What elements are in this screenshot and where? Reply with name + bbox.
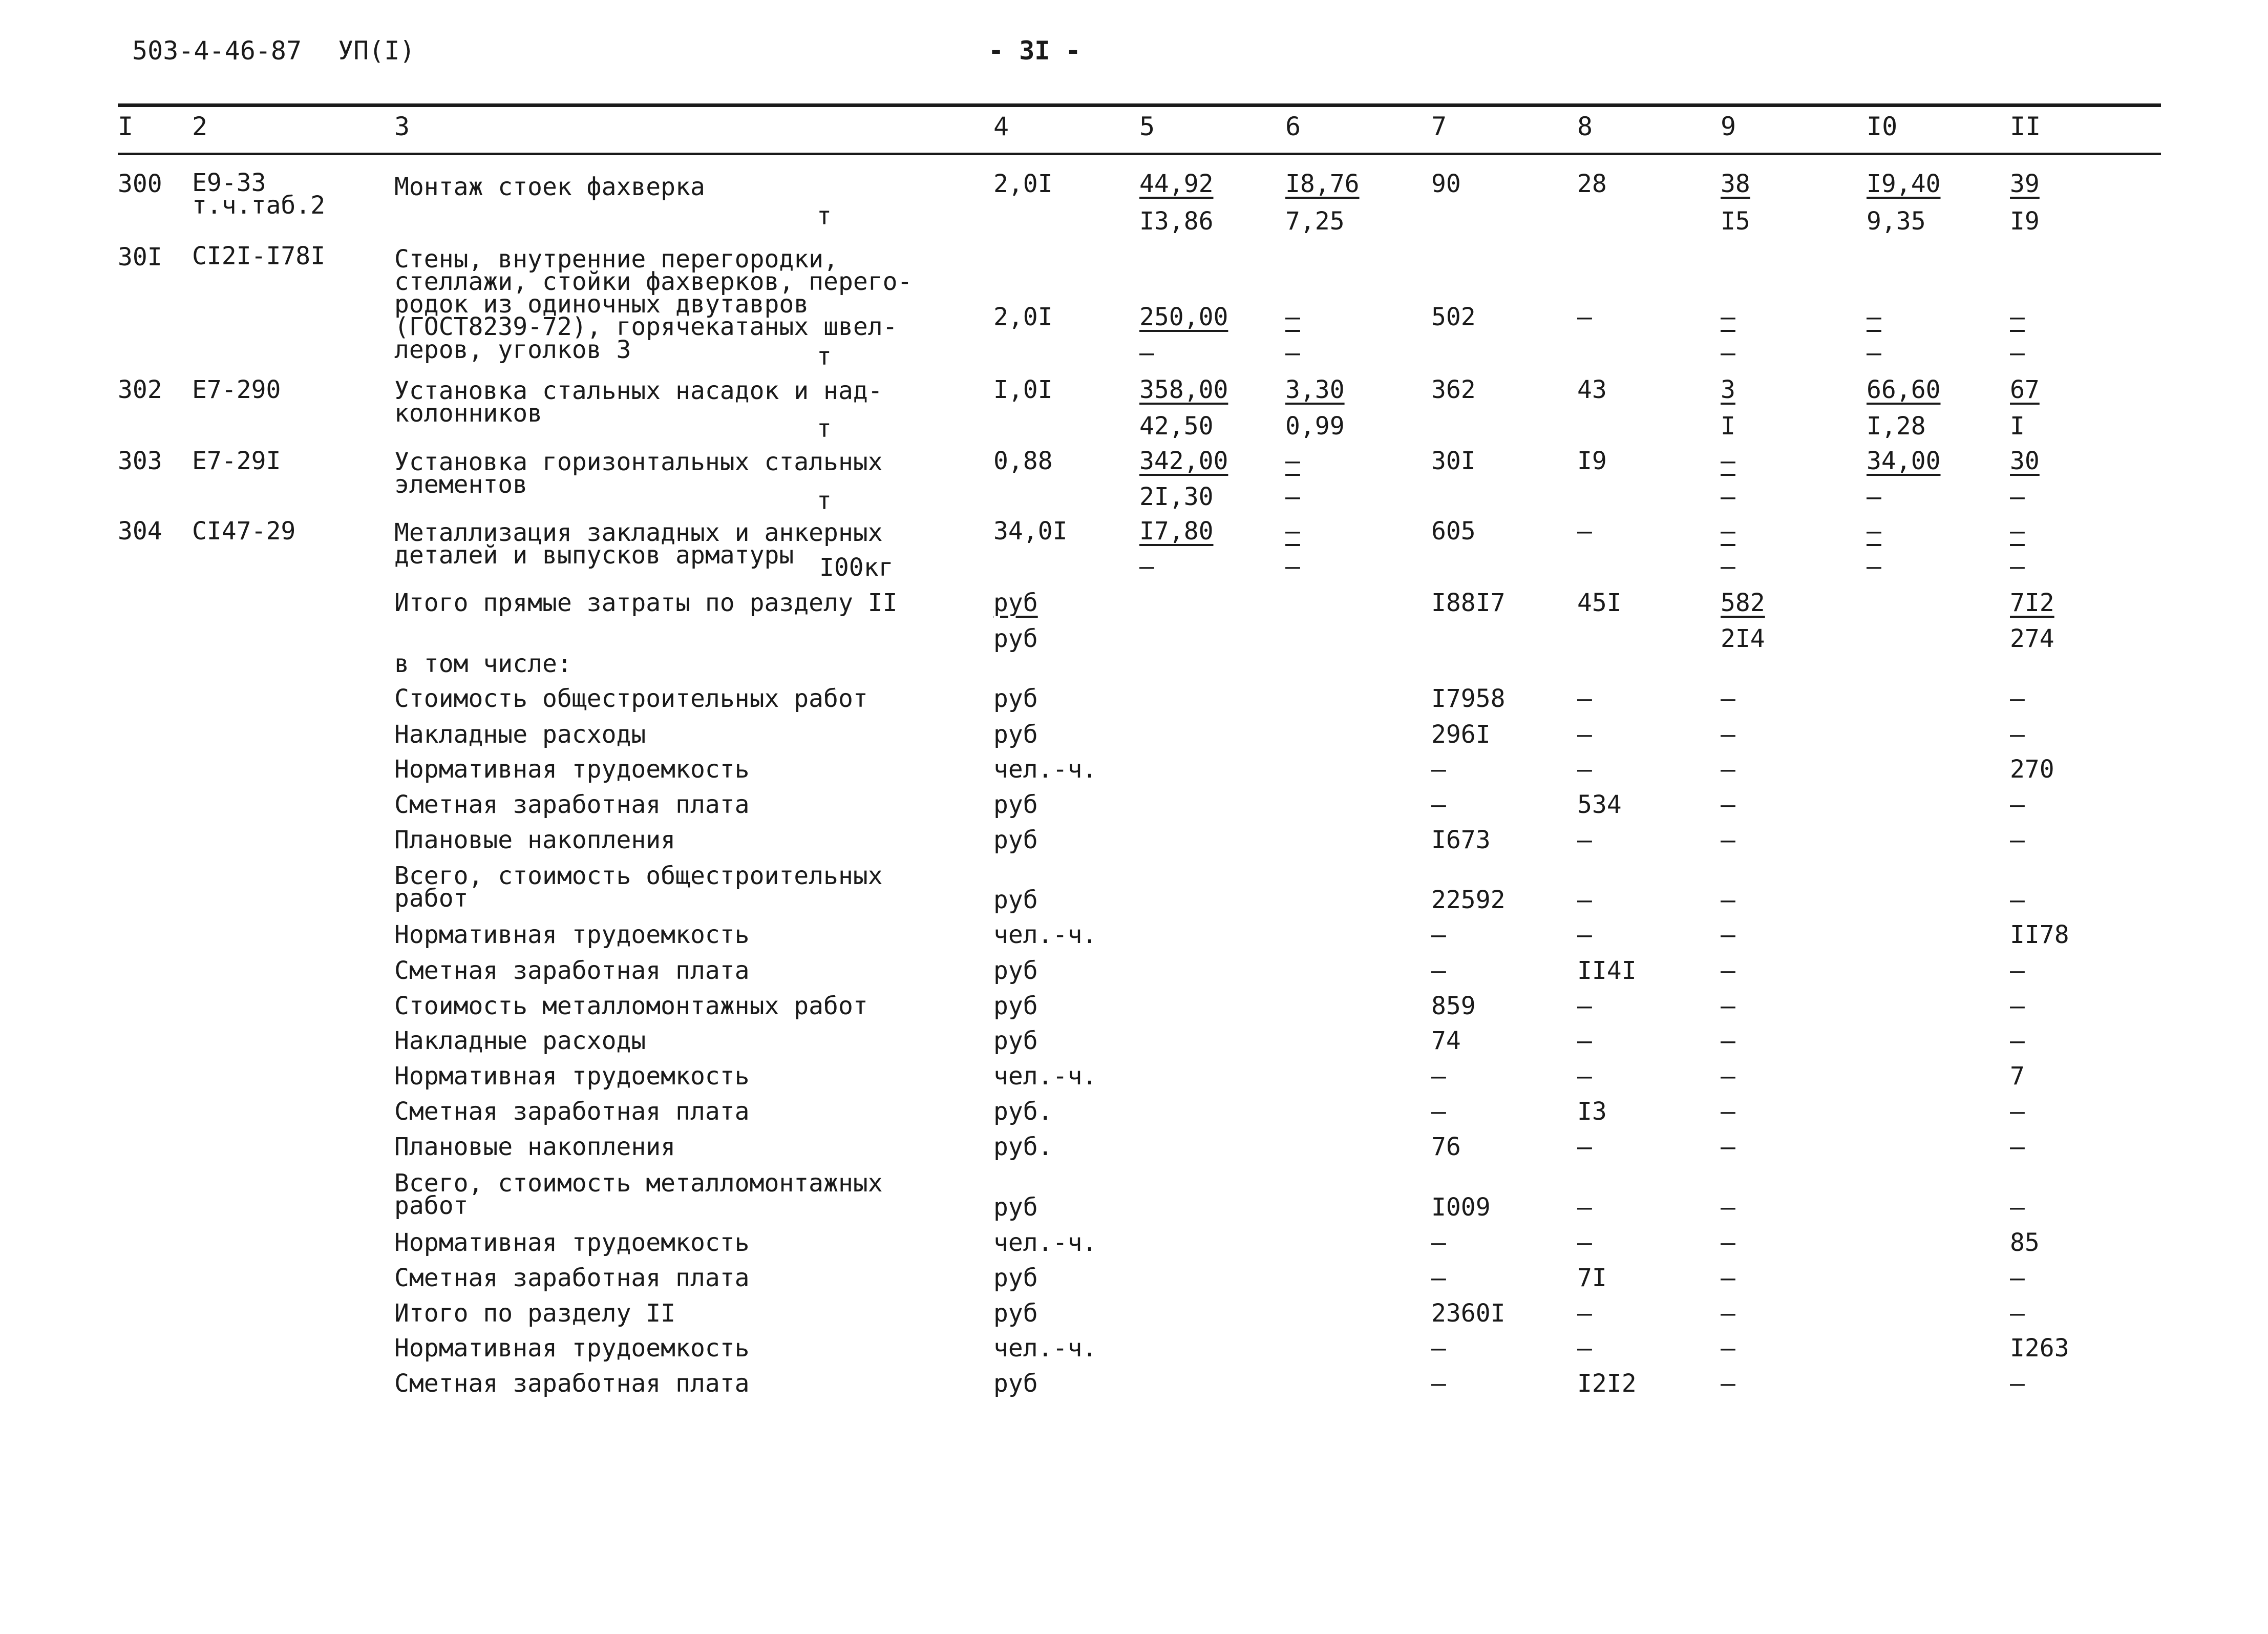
labor-cost-bottom: – xyxy=(1285,339,1300,367)
summary-label: Всего, стоимость общестроительных работ xyxy=(394,862,883,913)
quantity: 34,0I xyxy=(993,517,1068,546)
summary-col11: – xyxy=(2010,720,2025,749)
summary-col8: – xyxy=(1577,886,1592,914)
summary-col8: – xyxy=(1577,1299,1592,1328)
col11-bottom: – xyxy=(2010,483,2025,511)
labor-cost-top: – xyxy=(1285,303,1300,331)
total-direct-label: Итого прямые затраты по разделу II xyxy=(394,589,898,617)
labor-cost-top: 3,30 xyxy=(1285,375,1345,404)
summary-col8: – xyxy=(1577,1027,1592,1055)
col9-top: – xyxy=(1721,447,1735,475)
summary-col11: 7 xyxy=(2010,1062,2025,1091)
summary-col7: – xyxy=(1431,1369,1446,1398)
summary-col8: II4I xyxy=(1577,956,1637,985)
col9-bottom: – xyxy=(1721,483,1735,511)
summary-unit: руб xyxy=(993,992,1038,1020)
summary-col7: 76 xyxy=(1431,1133,1461,1161)
unit-cost-top: 358,00 xyxy=(1139,375,1228,404)
summary-col8: – xyxy=(1577,720,1592,749)
summary-col7: 859 xyxy=(1431,992,1476,1020)
summary-col7: – xyxy=(1431,1062,1446,1091)
column-number: I xyxy=(118,112,134,141)
summary-label: Сметная заработная плата xyxy=(394,1264,750,1292)
including-label: в том числе: xyxy=(394,650,572,678)
summary-col8: I3 xyxy=(1577,1097,1607,1126)
summary-label: Нормативная трудоемкость xyxy=(394,1228,750,1257)
norm-code: Е7-290 xyxy=(192,375,281,404)
summary-col7: – xyxy=(1431,1228,1446,1257)
summary-col7: – xyxy=(1431,1097,1446,1126)
column-number: 8 xyxy=(1577,112,1593,141)
summary-label: Всего, стоимость металломонтажных работ xyxy=(394,1169,883,1221)
summary-col7: 74 xyxy=(1431,1027,1461,1055)
col11-bottom: – xyxy=(2010,339,2025,367)
column-number-row xyxy=(0,112,2268,148)
summary-unit: руб xyxy=(993,1369,1038,1398)
total-direct-labor: 45I xyxy=(1577,589,1622,617)
summary-col7: I7958 xyxy=(1431,684,1506,713)
summary-col8: – xyxy=(1577,1133,1592,1161)
col10-top: 66,60 xyxy=(1867,375,1941,404)
unit-of-measure: I00кг xyxy=(819,553,894,582)
summary-col9: – xyxy=(1721,1334,1735,1363)
work-name: Монтаж стоек фахверка xyxy=(394,173,705,201)
column-number: 9 xyxy=(1721,112,1736,141)
total-direct-cost: I88I7 xyxy=(1431,589,1506,617)
summary-col7: 2360I xyxy=(1431,1299,1506,1328)
summary-col7: – xyxy=(1431,790,1446,819)
total-cost: 30I xyxy=(1431,447,1476,475)
col9-bottom: – xyxy=(1721,339,1735,367)
unit-cost-bottom: – xyxy=(1139,552,1154,581)
col11-bottom: – xyxy=(2010,552,2025,581)
summary-col8: – xyxy=(1577,1193,1592,1222)
summary-col9: – xyxy=(1721,1369,1735,1398)
col10-top: I9,40 xyxy=(1867,170,1941,198)
labor-cost-bottom: – xyxy=(1285,483,1300,511)
col11-top: 39 xyxy=(2010,170,2040,198)
col9-bottom: I xyxy=(1721,412,1735,441)
table-top-rule xyxy=(118,103,2161,107)
summary-col7: – xyxy=(1431,1264,1446,1292)
summary-col9: – xyxy=(1721,720,1735,749)
summary-col11: – xyxy=(2010,1097,2025,1126)
col11-top: 67 xyxy=(2010,375,2040,404)
unit-cost-bottom: 2I,30 xyxy=(1139,483,1214,511)
col9-top: 3 xyxy=(1721,375,1735,404)
col9-bottom: I5 xyxy=(1721,207,1750,236)
norm-code: СI47-29 xyxy=(192,517,296,546)
work-name: Установка горизонтальных стальных элементов xyxy=(394,448,883,499)
summary-col11: – xyxy=(2010,956,2025,985)
summary-col8: – xyxy=(1577,1062,1592,1091)
summary-label: Плановые накопления xyxy=(394,1133,676,1161)
labor-cost-top: – xyxy=(1285,517,1300,546)
work-name: Металлизация закладных и анкерных деталей и выпусков арматуры xyxy=(394,518,883,570)
summary-col11: I263 xyxy=(2010,1334,2069,1363)
summary-col9: – xyxy=(1721,826,1735,854)
unit-cost-bottom: I3,86 xyxy=(1139,207,1214,236)
summary-label: Сметная заработная плата xyxy=(394,956,750,985)
summary-col9: – xyxy=(1721,1133,1735,1161)
summary-col11: 270 xyxy=(2010,755,2054,784)
quantity: I,0I xyxy=(993,375,1053,404)
labor-cost-bottom: 7,25 xyxy=(1285,207,1345,236)
summary-label: Нормативная трудоемкость xyxy=(394,1334,750,1363)
item-number: 303 xyxy=(118,447,162,475)
total-labor: – xyxy=(1577,303,1592,331)
summary-unit: руб. xyxy=(993,1097,1053,1126)
summary-col11: – xyxy=(2010,1299,2025,1328)
norm-code: Е9-33 т.ч.таб.2 xyxy=(192,169,326,220)
quantity: 2,0I xyxy=(993,303,1053,331)
summary-col9: – xyxy=(1721,684,1735,713)
summary-col9: – xyxy=(1721,755,1735,784)
unit-of-measure: т xyxy=(817,414,832,443)
summary-label: Нормативная трудоемкость xyxy=(394,920,750,949)
summary-unit: руб xyxy=(993,1027,1038,1055)
page-number: - 3I - xyxy=(988,36,1081,66)
work-name: Установка стальных насадок и над- колонников xyxy=(394,376,883,428)
total-direct-col9-top: 582 xyxy=(1721,589,1765,617)
labor-cost-top: – xyxy=(1285,447,1300,475)
column-number: 4 xyxy=(993,112,1009,141)
summary-unit: руб xyxy=(993,720,1038,749)
col9-bottom: – xyxy=(1721,552,1735,581)
summary-col11: 85 xyxy=(2010,1228,2040,1257)
quantity: 0,88 xyxy=(993,447,1053,475)
summary-col11: – xyxy=(2010,1264,2025,1292)
col10-top: 34,00 xyxy=(1867,447,1941,475)
col10-top: – xyxy=(1867,303,1881,331)
labor-cost-bottom: 0,99 xyxy=(1285,412,1345,441)
summary-unit: чел.-ч. xyxy=(993,755,1097,784)
summary-unit: руб xyxy=(993,1193,1038,1222)
col11-top: 30 xyxy=(2010,447,2040,475)
summary-label: Накладные расходы xyxy=(394,720,646,749)
summary-col7: – xyxy=(1431,1334,1446,1363)
unit-of-measure: т xyxy=(817,202,832,231)
summary-col8: I2I2 xyxy=(1577,1369,1637,1398)
summary-unit: руб xyxy=(993,790,1038,819)
summary-col7: – xyxy=(1431,755,1446,784)
summary-label: Нормативная трудоемкость xyxy=(394,1062,750,1091)
unit-of-measure: т xyxy=(817,342,832,371)
summary-col8: – xyxy=(1577,684,1592,713)
summary-col9: – xyxy=(1721,1193,1735,1222)
total-cost: 502 xyxy=(1431,303,1476,331)
norm-code: СI2I-I78I xyxy=(192,242,326,270)
item-number: 300 xyxy=(118,170,162,198)
summary-col8: – xyxy=(1577,826,1592,854)
summary-col9: – xyxy=(1721,886,1735,914)
column-number: II xyxy=(2010,112,2041,141)
summary-unit: руб xyxy=(993,1299,1038,1328)
col9-top: – xyxy=(1721,517,1735,546)
summary-unit: чел.-ч. xyxy=(993,1228,1097,1257)
total-labor: I9 xyxy=(1577,447,1607,475)
summary-label: Стоимость металломонтажных работ xyxy=(394,992,868,1020)
summary-label: Сметная заработная плата xyxy=(394,1369,750,1398)
unit-cost-top: 342,00 xyxy=(1139,447,1228,475)
summary-col8: – xyxy=(1577,992,1592,1020)
col10-bottom: I,28 xyxy=(1867,412,1926,441)
norm-code: Е7-29I xyxy=(192,447,281,475)
summary-col11: – xyxy=(2010,790,2025,819)
summary-col7: I009 xyxy=(1431,1193,1491,1222)
summary-col7: – xyxy=(1431,920,1446,949)
summary-col9: – xyxy=(1721,1228,1735,1257)
summary-col8: – xyxy=(1577,1334,1592,1363)
summary-col7: 296I xyxy=(1431,720,1491,749)
summary-col8: – xyxy=(1577,920,1592,949)
col9-top: – xyxy=(1721,303,1735,331)
item-number: 304 xyxy=(118,517,162,546)
total-direct-col9-bottom: 2I4 xyxy=(1721,624,1765,653)
document-number: 503-4-46-87 xyxy=(132,36,302,66)
total-direct-unit-bottom: руб xyxy=(993,624,1038,653)
total-direct-unit-top: руб xyxy=(993,589,1038,617)
summary-unit: руб xyxy=(993,956,1038,985)
summary-label: Итого по разделу II xyxy=(394,1299,676,1328)
col11-top: – xyxy=(2010,517,2025,546)
unit-of-measure: т xyxy=(817,487,832,515)
col10-bottom: – xyxy=(1867,339,1881,367)
summary-col11: – xyxy=(2010,1369,2025,1398)
summary-col8: 7I xyxy=(1577,1264,1607,1292)
summary-col11: II78 xyxy=(2010,920,2069,949)
labor-cost-top: I8,76 xyxy=(1285,170,1360,198)
labor-cost-bottom: – xyxy=(1285,552,1300,581)
unit-cost-bottom: – xyxy=(1139,339,1154,367)
summary-label: Сметная заработная плата xyxy=(394,1097,750,1126)
summary-col9: – xyxy=(1721,992,1735,1020)
summary-label: Плановые накопления xyxy=(394,826,676,854)
summary-col7: I673 xyxy=(1431,826,1491,854)
col10-bottom: – xyxy=(1867,483,1881,511)
summary-col9: – xyxy=(1721,1097,1735,1126)
summary-unit: чел.-ч. xyxy=(993,920,1097,949)
total-labor: – xyxy=(1577,517,1592,546)
summary-col8: – xyxy=(1577,1228,1592,1257)
summary-col9: – xyxy=(1721,1062,1735,1091)
item-number: 302 xyxy=(118,375,162,404)
summary-col11: – xyxy=(2010,826,2025,854)
unit-cost-top: I7,80 xyxy=(1139,517,1214,546)
total-direct-col11-bottom: 274 xyxy=(2010,624,2054,653)
summary-col8: – xyxy=(1577,755,1592,784)
sheet-code: УП(I) xyxy=(338,36,415,66)
summary-col11: – xyxy=(2010,992,2025,1020)
summary-col11: – xyxy=(2010,886,2025,914)
col10-bottom: – xyxy=(1867,552,1881,581)
column-number: I0 xyxy=(1867,112,1898,141)
unit-cost-top: 250,00 xyxy=(1139,303,1228,331)
summary-label: Накладные расходы xyxy=(394,1027,646,1055)
summary-col11: – xyxy=(2010,1027,2025,1055)
summary-col11: – xyxy=(2010,1193,2025,1222)
summary-unit: руб xyxy=(993,886,1038,914)
summary-label: Нормативная трудоемкость xyxy=(394,755,750,784)
total-labor: 28 xyxy=(1577,170,1607,198)
header-bottom-rule xyxy=(118,153,2161,155)
column-number: 5 xyxy=(1139,112,1155,141)
quantity: 2,0I xyxy=(993,170,1053,198)
summary-col9: – xyxy=(1721,790,1735,819)
total-labor: 43 xyxy=(1577,375,1607,404)
col10-bottom: 9,35 xyxy=(1867,207,1926,236)
col11-top: – xyxy=(2010,303,2025,331)
summary-unit: руб. xyxy=(993,1133,1053,1161)
col9-top: 38 xyxy=(1721,170,1750,198)
summary-col8: 534 xyxy=(1577,790,1622,819)
summary-label: Стоимость общестроительных работ xyxy=(394,684,868,713)
total-cost: 90 xyxy=(1431,170,1461,198)
col11-bottom: I xyxy=(2010,412,2025,441)
total-cost: 605 xyxy=(1431,517,1476,546)
total-direct-col11-top: 7I2 xyxy=(2010,589,2054,617)
summary-col9: – xyxy=(1721,1299,1735,1328)
summary-unit: руб xyxy=(993,826,1038,854)
summary-col9: – xyxy=(1721,956,1735,985)
summary-unit: чел.-ч. xyxy=(993,1062,1097,1091)
summary-col9: – xyxy=(1721,920,1735,949)
summary-col11: – xyxy=(2010,684,2025,713)
summary-col9: – xyxy=(1721,1264,1735,1292)
summary-unit: руб xyxy=(993,1264,1038,1292)
unit-cost-bottom: 42,50 xyxy=(1139,412,1214,441)
summary-unit: руб xyxy=(993,684,1038,713)
summary-col11: – xyxy=(2010,1133,2025,1161)
column-number: 6 xyxy=(1285,112,1301,141)
work-name: Стены, внутренние перегородки, стеллажи, стойки фахверков, перего- родок из одиночных двутавров (ГОСТ8239-72), горячекатаных швел- леров, уголков 3 xyxy=(394,245,913,364)
summary-col7: 22592 xyxy=(1431,886,1506,914)
summary-col9: – xyxy=(1721,1027,1735,1055)
summary-unit: чел.-ч. xyxy=(993,1334,1097,1363)
column-number: 3 xyxy=(394,112,410,141)
item-number: 30I xyxy=(118,243,162,271)
col11-bottom: I9 xyxy=(2010,207,2040,236)
col10-top: – xyxy=(1867,517,1881,546)
summary-col7: – xyxy=(1431,956,1446,985)
summary-label: Сметная заработная плата xyxy=(394,790,750,819)
column-number: 7 xyxy=(1431,112,1447,141)
unit-cost-top: 44,92 xyxy=(1139,170,1214,198)
column-number: 2 xyxy=(192,112,208,141)
total-cost: 362 xyxy=(1431,375,1476,404)
